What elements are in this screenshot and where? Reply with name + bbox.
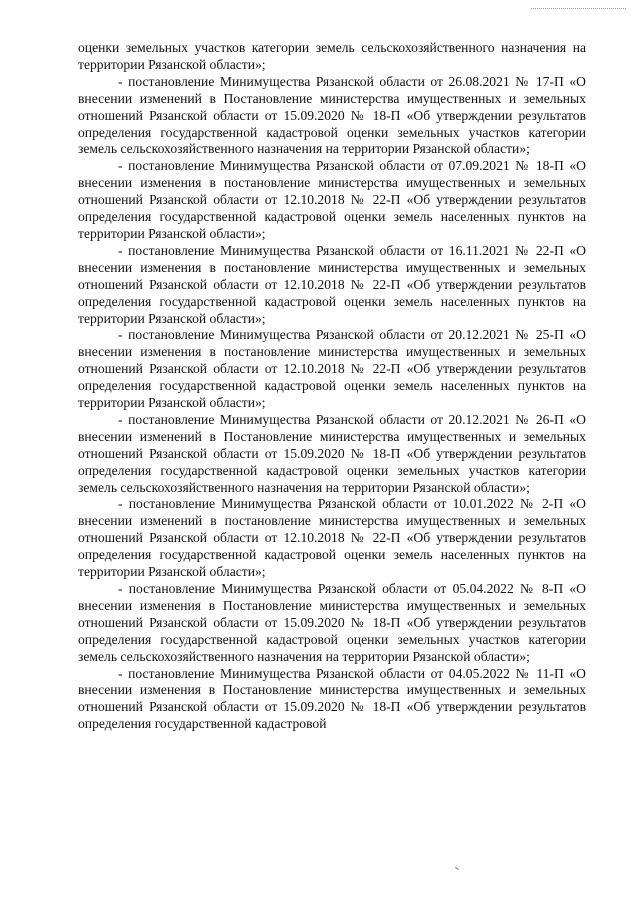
paragraph-item: - постановление Минимущества Рязанской области от 04.05.2022 № 11-П «О внесении изменения в Постановление министерства имущественных и земельных отношений Рязанской области от 15.09.2020 № 18-П «Об утверждении результатов определения государственной кадастровой	[78, 665, 586, 732]
scan-speck-mark	[455, 867, 459, 870]
paragraph-item: - постановление Минимущества Рязанской области от 10.01.2022 № 2-П «О внесении изменений в постановление министерства имущественных и земельных отношений Рязанской области от 12.10.2018 № 22-П «Об утверждении результатов определения государственной кадастровой оценки земель населенных пунктов на территории Рязанской области»;	[78, 496, 586, 580]
paragraph-item: - постановление Минимущества Рязанской области от 07.09.2021 № 18-П «О внесении изменения в постановление министерства имущественных и земельных отношений Рязанской области от 12.10.2018 № 22-П «Об утверждении результатов определения государственной кадастровой оценки земель населенных пунктов на территории Рязанской области»;	[78, 158, 586, 241]
paragraph-item: - постановление Минимущества Рязанской области от 20.12.2021 № 25-П «О внесении изменения в постановление министерства имущественных и земельных отношений Рязанской области от 12.10.2018 № 22-П «Об утверждении результатов определения государственной кадастровой оценки земель населенных пунктов на территории Рязанской области»;	[78, 327, 586, 411]
paragraph-continuation: оценки земельных участков категории земель сельскохозяйственного назначения на территории Рязанской области»;	[78, 40, 586, 72]
paragraph-item: - постановление Минимущества Рязанской области от 20.12.2021 № 26-П «О внесении изменений в Постановление министерства имущественных и земельных отношений Рязанской области от 15.09.2020 № 18-П «Об утверждении результатов определения государственной кадастровой оценки земельных участков категории земель сельскохозяйственного назначения на территории Рязанской области»;	[78, 411, 586, 495]
scan-edge-mark	[531, 8, 626, 9]
document-body	[78, 40, 586, 733]
paragraph-item: - постановление Минимущества Рязанской области от 26.08.2021 № 17-П «О внесении изменений в Постановление министерства имущественных и земельных отношений Рязанской области от 15.09.2020 № 18-П «Об утверждении результатов определения государственной кадастровой оценки земельных участков категории земель сельскохозяйственного назначения на территории Рязанской области»;	[78, 73, 586, 157]
paragraph-item: - постановление Минимущества Рязанской области от 16.11.2021 № 22-П «О внесении изменения в постановление министерства имущественных и земельных отношений Рязанской области от 12.10.2018 № 22-П «Об утверждении результатов определения государственной кадастровой оценки земель населенных пунктов на территории Рязанской области»;	[78, 242, 586, 326]
paragraph-item: - постановление Минимущества Рязанской области от 05.04.2022 № 8-П «О внесении изменения в Постановление министерства имущественных и земельных отношений Рязанской области от 15.09.2020 № 18-П «Об утверждении результатов определения государственной кадастровой оценки земельных участков категории земель сельскохозяйственного назначения на территории Рязанской области»;	[78, 581, 586, 664]
